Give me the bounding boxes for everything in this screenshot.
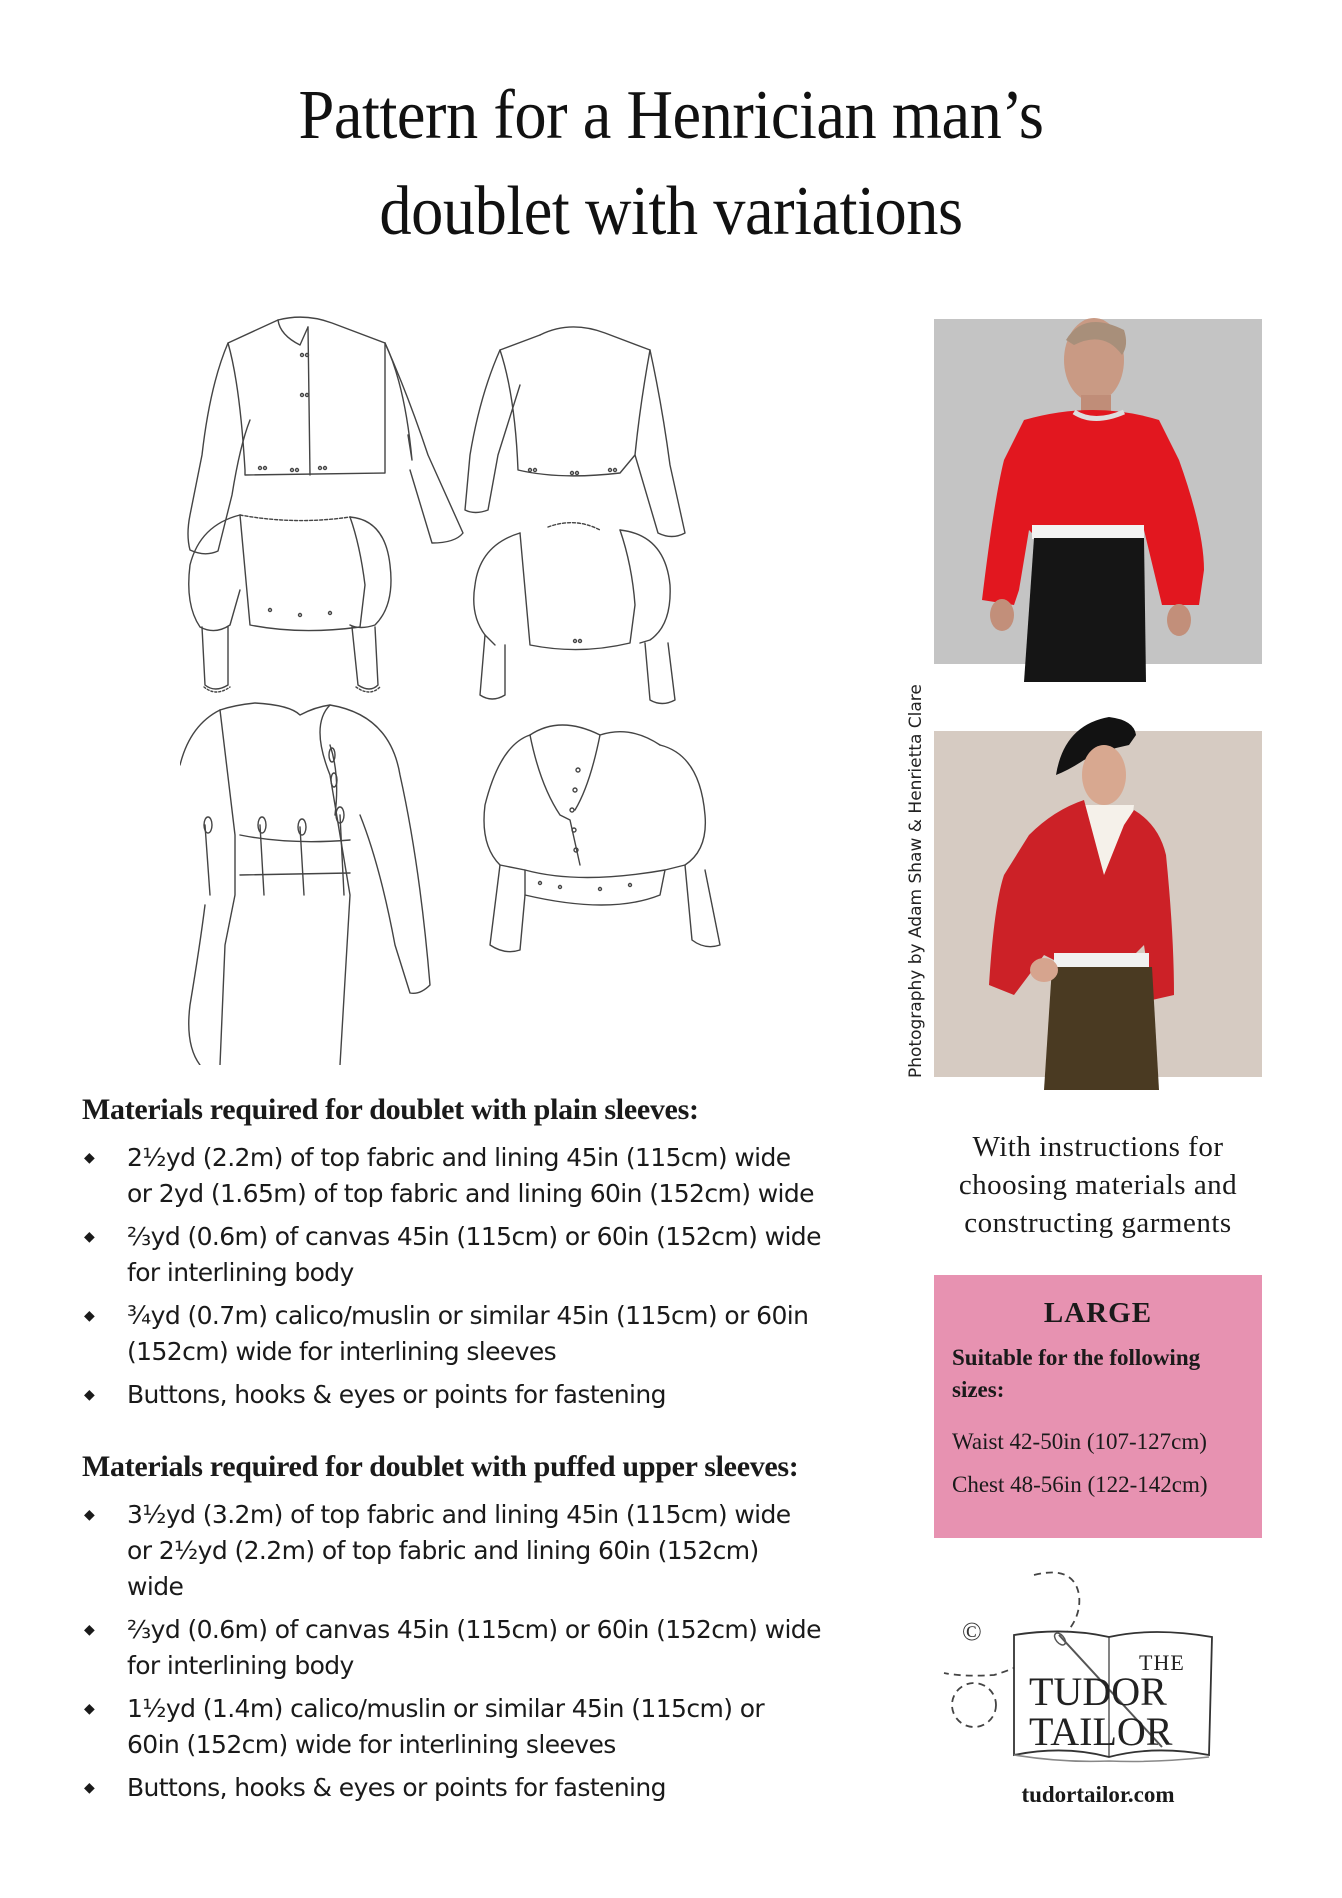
item-line: ⅔yd (0.6m) of canvas 45in (115cm) or 60in (152cm) wide [127, 1615, 821, 1644]
tagline-line-3: constructing garments [964, 1207, 1232, 1239]
title-line-2: doublet with variations [379, 173, 963, 250]
list-item [82, 1219, 922, 1291]
list-item [82, 1770, 922, 1806]
materials-puffed-list [82, 1497, 922, 1806]
drawing-laced-doublet [180, 703, 430, 1065]
list-item [82, 1298, 922, 1370]
item-line: ⅔yd (0.6m) of canvas 45in (115cm) or 60in (152cm) wide [127, 1222, 821, 1251]
item-line: or 2½yd (2.2m) of top fabric and lining 60in (152cm) [127, 1536, 759, 1565]
materials-plain-heading: Materials required for doublet with plain sleeves: [82, 1093, 699, 1126]
drawing-back-puffed-sleeves [189, 515, 391, 692]
materials-plain-list [82, 1140, 922, 1413]
item-line: for interlining body [127, 1651, 354, 1680]
photo-credit: Photography by Adam Shaw & Henrietta Clare [906, 684, 926, 1078]
website-link[interactable]: tudortailor.com [1021, 1782, 1175, 1807]
doublet-drawings [180, 305, 790, 1065]
bullet-icon: ◆ [84, 1229, 95, 1245]
size-chest: Chest 48-56in (122-142cm) [952, 1472, 1208, 1497]
bullet-icon: ◆ [84, 1507, 95, 1523]
bullet-icon: ◆ [84, 1622, 95, 1638]
item-line: 1½yd (1.4m) calico/muslin or similar 45in (115cm) or [127, 1694, 765, 1723]
tagline-line-2: choosing materials and [958, 1169, 1238, 1201]
page-title [54, 68, 1289, 260]
logo-tailor: TAILOR [1029, 1709, 1173, 1754]
size-waist: Waist 42-50in (107-127cm) [952, 1429, 1207, 1454]
drawing-vneck-puffed-sleeves [484, 725, 720, 952]
photo-man-red-doublet-cap [934, 705, 1262, 1090]
size-box [934, 1275, 1262, 1538]
photo-man-red-puffed-doublet [934, 300, 1262, 682]
list-item [82, 1691, 922, 1763]
list-item [82, 1612, 922, 1684]
item-line: 60in (152cm) wide for interlining sleeves [127, 1730, 616, 1759]
bullet-icon: ◆ [84, 1701, 95, 1717]
tagline [934, 1128, 1262, 1242]
bullet-icon: ◆ [84, 1150, 95, 1166]
list-item [82, 1140, 922, 1212]
list-item [82, 1377, 922, 1413]
item-line: Buttons, hooks & eyes or points for fastening [127, 1773, 666, 1802]
drawing-front-puffed-sleeves [474, 523, 675, 704]
bullet-icon: ◆ [84, 1780, 95, 1796]
materials-plain-sleeves [82, 1090, 922, 1420]
tudor-tailor-logo [934, 1565, 1262, 1775]
bullet-icon: ◆ [84, 1387, 95, 1403]
item-line: 3½yd (3.2m) of top fabric and lining 45in (115cm) wide [127, 1500, 791, 1529]
item-line: Buttons, hooks & eyes or points for fastening [127, 1380, 666, 1409]
item-line: 2½yd (2.2m) of top fabric and lining 45in (115cm) wide [127, 1143, 791, 1172]
brown-hose [1044, 967, 1159, 1090]
drawing-back-plain-sleeves [465, 327, 685, 537]
copyright-symbol: © [962, 1617, 982, 1646]
item-line: ¾yd (0.7m) calico/muslin or similar 45in (115cm) or 60in [127, 1301, 809, 1330]
size-title: LARGE [1043, 1297, 1153, 1329]
logo-the: THE [1139, 1650, 1185, 1675]
bullet-icon: ◆ [84, 1308, 95, 1324]
item-line: (152cm) wide for interlining sleeves [127, 1337, 557, 1366]
tagline-line-1: With instructions for [972, 1131, 1224, 1163]
black-hose [1024, 538, 1146, 682]
size-subtitle: Suitable for the following sizes: [952, 1345, 1201, 1402]
item-line: wide [127, 1572, 184, 1601]
item-line: or 2yd (1.65m) of top fabric and lining 60in (152cm) wide [127, 1179, 814, 1208]
logo-tudor: TUDOR [1029, 1669, 1167, 1714]
item-line: for interlining body [127, 1258, 354, 1287]
list-item [82, 1497, 922, 1605]
title-line-1: Pattern for a Henrician man’s [298, 77, 1044, 154]
materials-puffed-sleeves [82, 1447, 922, 1813]
materials-puffed-heading: Materials required for doublet with puffed upper sleeves: [82, 1450, 799, 1483]
